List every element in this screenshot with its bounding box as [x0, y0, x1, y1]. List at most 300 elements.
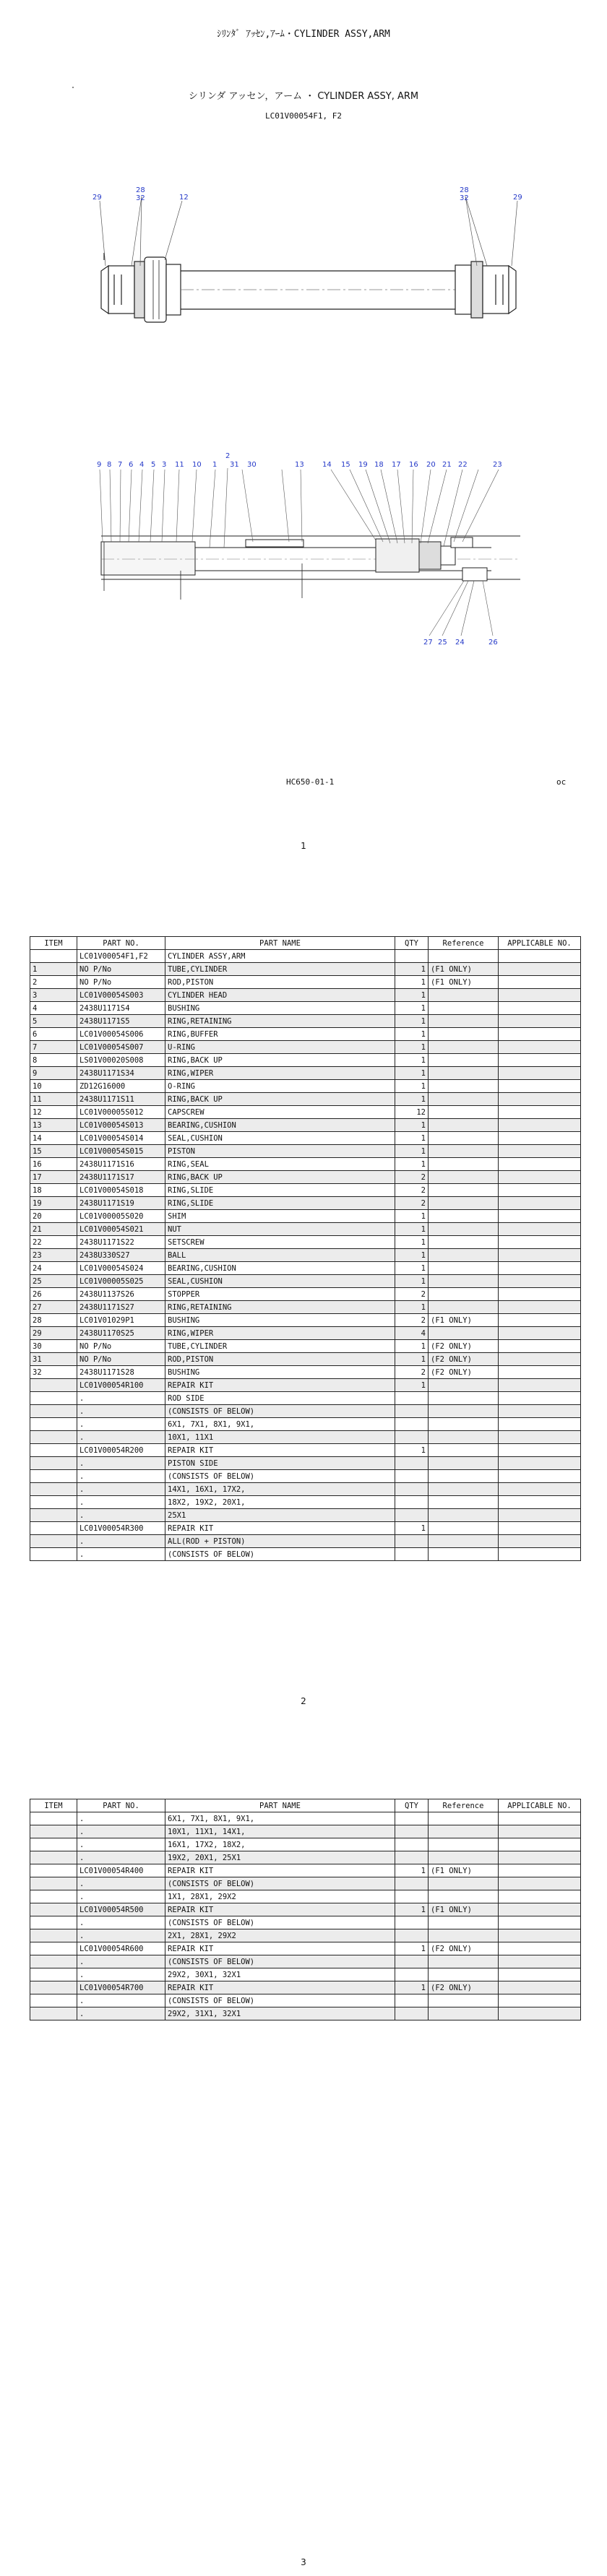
- part-name-cell: CYLINDER ASSY,ARM: [165, 950, 395, 963]
- item-cell: 5: [30, 1015, 77, 1028]
- qty-cell: 1: [395, 1093, 429, 1106]
- page-title: ｼﾘﾝﾀﾞ ｱｯｾﾝ,ｱｰﾑ・CYLINDER ASSY,ARM: [217, 29, 390, 40]
- applicable-no-cell: [499, 1210, 581, 1223]
- item-cell: [30, 1942, 77, 1955]
- item-cell: 14: [30, 1132, 77, 1145]
- cylinder-section-view: [101, 536, 520, 600]
- part-name-cell: NUT: [165, 1223, 395, 1236]
- part-no-cell: ZD12G16000: [77, 1080, 165, 1093]
- reference-cell: [429, 1275, 499, 1288]
- applicable-no-cell: [499, 1171, 581, 1184]
- qty-cell: [395, 950, 429, 963]
- qty-cell: [395, 1968, 429, 1981]
- reference-cell: [429, 1535, 499, 1548]
- applicable-no-cell: [499, 1288, 581, 1301]
- part-name-cell: BUSHING: [165, 1366, 395, 1379]
- table-row: [30, 1197, 581, 1210]
- item-cell: [30, 1535, 77, 1548]
- applicable-no-cell: [499, 1119, 581, 1132]
- item-cell: 21: [30, 1223, 77, 1236]
- applicable-no-cell: [499, 1249, 581, 1262]
- qty-cell: 1: [395, 1522, 429, 1535]
- part-name-cell: REPAIR KIT: [165, 1864, 395, 1877]
- item-cell: [30, 1483, 77, 1496]
- table-row: [30, 1327, 581, 1340]
- reference-cell: [429, 1093, 499, 1106]
- applicable-no-cell: [499, 1916, 581, 1929]
- table-row: [30, 1496, 581, 1509]
- reference-cell: [429, 1145, 499, 1158]
- reference-cell: [429, 950, 499, 963]
- table-row: [30, 1262, 581, 1275]
- applicable-no-cell: [499, 963, 581, 976]
- applicable-no-cell: [499, 1496, 581, 1509]
- table-row: [30, 1171, 581, 1184]
- qty-cell: 1: [395, 1145, 429, 1158]
- part-no-cell: LC01V00005S012: [77, 1106, 165, 1119]
- applicable-no-cell: [499, 1353, 581, 1366]
- applicable-no-cell: [499, 1890, 581, 1903]
- part-name-cell: (CONSISTS OF BELOW): [165, 1548, 395, 1561]
- exploded-cylinder-drawing: [87, 181, 528, 657]
- item-cell: 2: [30, 976, 77, 989]
- applicable-no-cell: [499, 1327, 581, 1340]
- applicable-no-cell: [499, 1942, 581, 1955]
- svg-text:8: 8: [107, 461, 112, 469]
- svg-text:12: 12: [179, 194, 189, 202]
- table-row: [30, 1301, 581, 1314]
- table-row: [30, 1158, 581, 1171]
- part-name-cell: 29X2, 30X1, 32X1: [165, 1968, 395, 1981]
- qty-cell: 1: [395, 963, 429, 976]
- part-no-cell: .: [77, 1994, 165, 2007]
- reference-cell: [429, 1470, 499, 1483]
- table-row: [30, 1981, 581, 1994]
- item-cell: [30, 1548, 77, 1561]
- part-name-cell: 6X1, 7X1, 8X1, 9X1,: [165, 1418, 395, 1431]
- part-name-cell: 25X1: [165, 1509, 395, 1522]
- applicable-no-cell: [499, 1968, 581, 1981]
- part-name-cell: RING,WIPER: [165, 1327, 395, 1340]
- reference-cell: [429, 1825, 499, 1838]
- qty-cell: 1: [395, 1379, 429, 1392]
- table-row: [30, 1275, 581, 1288]
- svg-text:11: 11: [175, 461, 184, 469]
- part-name-cell: 29X2, 31X1, 32X1: [165, 2007, 395, 2020]
- applicable-no-cell: [499, 1955, 581, 1968]
- qty-cell: 1: [395, 1981, 429, 1994]
- item-cell: [30, 1955, 77, 1968]
- table-row: [30, 1509, 581, 1522]
- part-no-cell: LC01V00054R700: [77, 1981, 165, 1994]
- applicable-no-cell: [499, 1340, 581, 1353]
- applicable-no-cell: [499, 1158, 581, 1171]
- part-name-cell: RING,SLIDE: [165, 1184, 395, 1197]
- table-row: [30, 1994, 581, 2007]
- reference-cell: [429, 1522, 499, 1535]
- reference-cell: [429, 1392, 499, 1405]
- part-no-cell: LS01V00020S008: [77, 1054, 165, 1067]
- reference-cell: [429, 1994, 499, 2007]
- qty-cell: 1: [395, 1132, 429, 1145]
- qty-cell: [395, 1955, 429, 1968]
- item-cell: 18: [30, 1184, 77, 1197]
- item-cell: [30, 1509, 77, 1522]
- applicable-no-cell: [499, 1067, 581, 1080]
- header-part-name: PART NAME: [165, 1799, 395, 1812]
- qty-cell: [395, 1548, 429, 1561]
- part-name-cell: BEARING,CUSHION: [165, 1262, 395, 1275]
- parts-table-1: [30, 936, 581, 1561]
- qty-cell: [395, 2007, 429, 2020]
- reference-cell: [429, 1028, 499, 1041]
- item-cell: [30, 1405, 77, 1418]
- item-cell: 1: [30, 963, 77, 976]
- reference-cell: (F1 ONLY): [429, 1864, 499, 1877]
- item-cell: [30, 2007, 77, 2020]
- svg-text:32: 32: [136, 194, 145, 202]
- part-no-cell: LC01V00054R600: [77, 1942, 165, 1955]
- reference-cell: [429, 1890, 499, 1903]
- part-no-cell: LC01V00005S025: [77, 1275, 165, 1288]
- table-row: [30, 1877, 581, 1890]
- reference-cell: [429, 1929, 499, 1942]
- table-row: [30, 976, 581, 989]
- part-name-cell: 19X2, 20X1, 25X1: [165, 1851, 395, 1864]
- item-cell: [30, 1929, 77, 1942]
- part-no-cell: LC01V00054S024: [77, 1262, 165, 1275]
- svg-text:13: 13: [295, 461, 304, 469]
- part-no-cell: LC01V00005S020: [77, 1210, 165, 1223]
- part-name-cell: RING,SLIDE: [165, 1197, 395, 1210]
- reference-cell: (F2 ONLY): [429, 1340, 499, 1353]
- upper-callouts: [92, 186, 522, 202]
- table-row: [30, 1825, 581, 1838]
- item-cell: 19: [30, 1197, 77, 1210]
- qty-cell: [395, 1890, 429, 1903]
- reference-cell: [429, 1249, 499, 1262]
- reference-cell: [429, 1223, 499, 1236]
- part-no-cell: 2438U1171S28: [77, 1366, 165, 1379]
- applicable-no-cell: [499, 1366, 581, 1379]
- item-cell: [30, 1903, 77, 1916]
- qty-cell: [395, 1851, 429, 1864]
- applicable-no-cell: [499, 1825, 581, 1838]
- part-name-cell: 14X1, 16X1, 17X2,: [165, 1483, 395, 1496]
- svg-text:29: 29: [513, 194, 522, 202]
- qty-cell: 1: [395, 1301, 429, 1314]
- reference-cell: (F1 ONLY): [429, 963, 499, 976]
- qty-cell: 1: [395, 1002, 429, 1015]
- part-name-cell: TUBE,CYLINDER: [165, 963, 395, 976]
- part-name-cell: ALL(ROD + PISTON): [165, 1535, 395, 1548]
- qty-cell: 1: [395, 1275, 429, 1288]
- table-row: [30, 1483, 581, 1496]
- part-no-cell: LC01V00054F1,F2: [77, 950, 165, 963]
- part-no-cell: .: [77, 2007, 165, 2020]
- qty-cell: 1: [395, 1015, 429, 1028]
- item-cell: 3: [30, 989, 77, 1002]
- applicable-no-cell: [499, 1877, 581, 1890]
- item-cell: [30, 1890, 77, 1903]
- applicable-no-cell: [499, 1509, 581, 1522]
- qty-cell: [395, 1929, 429, 1942]
- table-row: [30, 1457, 581, 1470]
- reference-cell: [429, 2007, 499, 2020]
- qty-cell: 1: [395, 1864, 429, 1877]
- qty-cell: 1: [395, 1262, 429, 1275]
- qty-cell: [395, 1916, 429, 1929]
- item-cell: 10: [30, 1080, 77, 1093]
- applicable-no-cell: [499, 1864, 581, 1877]
- applicable-no-cell: [499, 1106, 581, 1119]
- reference-cell: [429, 1548, 499, 1561]
- part-no-cell: .: [77, 1851, 165, 1864]
- qty-cell: [395, 1470, 429, 1483]
- part-no-cell: .: [77, 1838, 165, 1851]
- item-cell: 28: [30, 1314, 77, 1327]
- qty-cell: [395, 1431, 429, 1444]
- svg-text:5: 5: [151, 461, 156, 469]
- reference-cell: [429, 1509, 499, 1522]
- item-cell: 12: [30, 1106, 77, 1119]
- part-name-cell: RING,BACK UP: [165, 1054, 395, 1067]
- applicable-no-cell: [499, 1392, 581, 1405]
- qty-cell: [395, 1496, 429, 1509]
- part-name-cell: TUBE,CYLINDER: [165, 1340, 395, 1353]
- item-cell: [30, 1864, 77, 1877]
- reference-cell: [429, 1158, 499, 1171]
- svg-text:15: 15: [341, 461, 350, 469]
- item-cell: [30, 1838, 77, 1851]
- reference-cell: [429, 1067, 499, 1080]
- part-no-cell: LC01V00054R500: [77, 1903, 165, 1916]
- svg-text:6: 6: [129, 461, 134, 469]
- part-name-cell: CAPSCREW: [165, 1106, 395, 1119]
- item-cell: [30, 1522, 77, 1535]
- qty-cell: 12: [395, 1106, 429, 1119]
- applicable-no-cell: [499, 1301, 581, 1314]
- part-no-cell: .: [77, 1968, 165, 1981]
- svg-text:28: 28: [460, 186, 469, 194]
- part-name-cell: 18X2, 19X2, 20X1,: [165, 1496, 395, 1509]
- model-suffix: oc: [556, 777, 567, 787]
- reference-cell: [429, 1184, 499, 1197]
- reference-cell: [429, 1171, 499, 1184]
- reference-cell: [429, 1968, 499, 1981]
- reference-cell: [429, 1054, 499, 1067]
- part-name-cell: BUSHING: [165, 1002, 395, 1015]
- header-reference: Reference: [429, 937, 499, 950]
- svg-text:17: 17: [392, 461, 401, 469]
- svg-text:21: 21: [442, 461, 452, 469]
- part-name-cell: REPAIR KIT: [165, 1379, 395, 1392]
- part-name-cell: RING,RETAINING: [165, 1301, 395, 1314]
- qty-cell: 1: [395, 1942, 429, 1955]
- qty-cell: [395, 1483, 429, 1496]
- svg-text:1: 1: [212, 461, 218, 469]
- part-no-cell: LC01V00054S014: [77, 1132, 165, 1145]
- qty-cell: 1: [395, 1236, 429, 1249]
- item-cell: 31: [30, 1353, 77, 1366]
- qty-cell: 1: [395, 976, 429, 989]
- applicable-no-cell: [499, 1054, 581, 1067]
- table-row: [30, 1132, 581, 1145]
- item-cell: 27: [30, 1301, 77, 1314]
- applicable-no-cell: [499, 2007, 581, 2020]
- item-cell: [30, 950, 77, 963]
- table-row: [30, 1838, 581, 1851]
- part-name-cell: 2X1, 28X1, 29X2: [165, 1929, 395, 1942]
- part-name-cell: 6X1, 7X1, 8X1, 9X1,: [165, 1812, 395, 1825]
- upper-callout-leaders: [100, 196, 517, 266]
- table-row: [30, 1942, 581, 1955]
- table-row: [30, 1249, 581, 1262]
- svg-text:31: 31: [230, 461, 239, 469]
- applicable-no-cell: [499, 1994, 581, 2007]
- header-part-no: PART NO.: [77, 1799, 165, 1812]
- reference-cell: [429, 1838, 499, 1851]
- part-no-cell: LC01V00054R100: [77, 1379, 165, 1392]
- applicable-no-cell: [499, 1028, 581, 1041]
- part-name-cell: SETSCREW: [165, 1236, 395, 1249]
- part-name-cell: (CONSISTS OF BELOW): [165, 1405, 395, 1418]
- applicable-no-cell: [499, 1470, 581, 1483]
- item-cell: [30, 1444, 77, 1457]
- applicable-no-cell: [499, 1275, 581, 1288]
- table-row: [30, 1916, 581, 1929]
- item-cell: 23: [30, 1249, 77, 1262]
- applicable-no-cell: [499, 1929, 581, 1942]
- qty-cell: 1: [395, 1080, 429, 1093]
- applicable-no-cell: [499, 1838, 581, 1851]
- part-name-cell: 1X1, 28X1, 29X2: [165, 1890, 395, 1903]
- part-name-cell: O-RING: [165, 1080, 395, 1093]
- qty-cell: 1: [395, 1041, 429, 1054]
- table-row: [30, 1015, 581, 1028]
- item-cell: [30, 1877, 77, 1890]
- reference-cell: [429, 1851, 499, 1864]
- table-row: [30, 1431, 581, 1444]
- applicable-no-cell: [499, 1903, 581, 1916]
- part-no-cell: .: [77, 1955, 165, 1968]
- applicable-no-cell: [499, 1548, 581, 1561]
- item-cell: [30, 1392, 77, 1405]
- part-name-cell: REPAIR KIT: [165, 1981, 395, 1994]
- part-no-cell: .: [77, 1457, 165, 1470]
- item-cell: [30, 1851, 77, 1864]
- part-name-cell: PISTON SIDE: [165, 1457, 395, 1470]
- svg-text:25: 25: [438, 639, 447, 647]
- item-cell: [30, 1968, 77, 1981]
- qty-cell: 1: [395, 1353, 429, 1366]
- table-row: [30, 1903, 581, 1916]
- header-applicable-no: APPLICABLE NO.: [499, 937, 581, 950]
- part-name-cell: RING,BACK UP: [165, 1093, 395, 1106]
- applicable-no-cell: [499, 1223, 581, 1236]
- applicable-no-cell: [499, 1080, 581, 1093]
- item-cell: 13: [30, 1119, 77, 1132]
- part-no-cell: .: [77, 1548, 165, 1561]
- applicable-no-cell: [499, 1812, 581, 1825]
- part-name-cell: (CONSISTS OF BELOW): [165, 1955, 395, 1968]
- applicable-no-cell: [499, 1981, 581, 1994]
- qty-cell: 2: [395, 1314, 429, 1327]
- table-row: [30, 1223, 581, 1236]
- applicable-no-cell: [499, 1262, 581, 1275]
- applicable-no-cell: [499, 1418, 581, 1431]
- reference-cell: [429, 1444, 499, 1457]
- table-row: [30, 1955, 581, 1968]
- part-name-cell: U-RING: [165, 1041, 395, 1054]
- part-no-cell: 2438U1171S19: [77, 1197, 165, 1210]
- part-no-cell: LC01V00054R200: [77, 1444, 165, 1457]
- qty-cell: 1: [395, 1158, 429, 1171]
- part-no-cell: .: [77, 1929, 165, 1942]
- part-no-cell: 2438U1137S26: [77, 1288, 165, 1301]
- item-cell: [30, 1994, 77, 2007]
- part-no-cell: 2438U1171S17: [77, 1171, 165, 1184]
- item-cell: [30, 1981, 77, 1994]
- header-item: ITEM: [30, 1799, 77, 1812]
- table-row: [30, 1093, 581, 1106]
- parts-table-2: [30, 1799, 581, 2020]
- qty-cell: [395, 1457, 429, 1470]
- part-name-cell: PISTON: [165, 1145, 395, 1158]
- part-no-cell: .: [77, 1825, 165, 1838]
- item-cell: 25: [30, 1275, 77, 1288]
- part-no-cell: LC01V01029P1: [77, 1314, 165, 1327]
- applicable-no-cell: [499, 1483, 581, 1496]
- item-cell: 32: [30, 1366, 77, 1379]
- header-reference: Reference: [429, 1799, 499, 1812]
- svg-text:29: 29: [92, 194, 102, 202]
- part-name-cell: REPAIR KIT: [165, 1903, 395, 1916]
- svg-text:27: 27: [423, 639, 433, 647]
- part-no-cell: 2438U1171S5: [77, 1015, 165, 1028]
- table-row: [30, 1392, 581, 1405]
- part-name-cell: SHIM: [165, 1210, 395, 1223]
- header-qty: QTY: [395, 937, 429, 950]
- part-no-cell: LC01V00054R400: [77, 1864, 165, 1877]
- part-name-cell: CYLINDER HEAD: [165, 989, 395, 1002]
- table-row: [30, 963, 581, 976]
- table-row: [30, 1288, 581, 1301]
- qty-cell: 2: [395, 1366, 429, 1379]
- reference-cell: [429, 1080, 499, 1093]
- part-name-cell: RING,BACK UP: [165, 1171, 395, 1184]
- header-applicable-no: APPLICABLE NO.: [499, 1799, 581, 1812]
- table-row: [30, 1444, 581, 1457]
- part-no-cell: .: [77, 1535, 165, 1548]
- svg-text:19: 19: [358, 461, 368, 469]
- item-cell: 4: [30, 1002, 77, 1015]
- table-row: [30, 1470, 581, 1483]
- svg-text:24: 24: [455, 639, 465, 647]
- item-cell: 11: [30, 1093, 77, 1106]
- part-name-cell: RING,SEAL: [165, 1158, 395, 1171]
- qty-cell: [395, 1877, 429, 1890]
- qty-cell: 1: [395, 1210, 429, 1223]
- part-name-cell: (CONSISTS OF BELOW): [165, 1470, 395, 1483]
- part-name-cell: ROD SIDE: [165, 1392, 395, 1405]
- item-cell: 26: [30, 1288, 77, 1301]
- applicable-no-cell: [499, 1015, 581, 1028]
- table-row: [30, 1145, 581, 1158]
- part-name-cell: 10X1, 11X1: [165, 1431, 395, 1444]
- reference-cell: [429, 1877, 499, 1890]
- qty-cell: 2: [395, 1288, 429, 1301]
